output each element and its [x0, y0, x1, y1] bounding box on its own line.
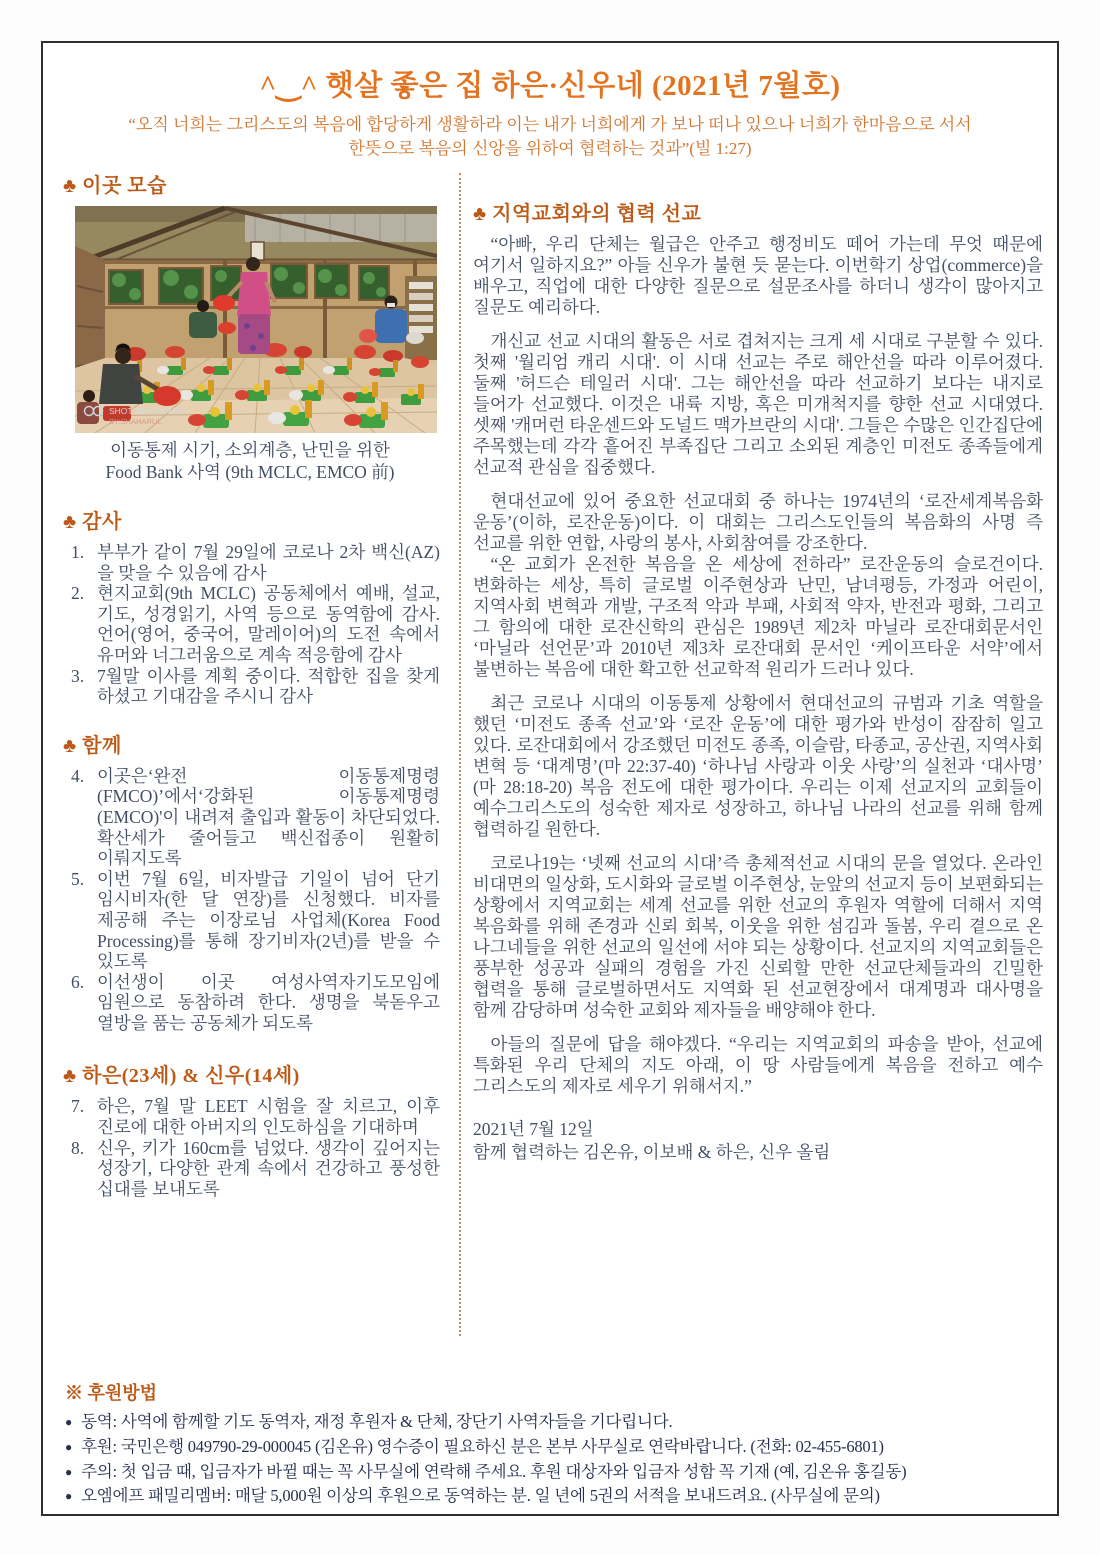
- article-paragraph: “온 교회가 온전한 복음을 온 세상에 전하라” 로잔운동의 슬로건이다. 변화하는 세상, 특히 글로벌 이주현상과 난민, 남녀평등, 가정과 어린이, 지역사회 변혁과 개발, 구조적 악과 부패, 사회적 약자, 반전과 평화, 그리고 그 함의에 대한 로잔신학의 관심은 1989년 제2차 마닐라 로잔대회문서인 ‘마닐라 선언문’과 2010년 제3차 로잔대회 문서인 ‘케이프타운 서약’에서 불변하는 복음에 대한 확고한 선교학적 원리가 드러나 있다.: [473, 554, 1043, 679]
- list-item: 1. 부부가 같이 7월 29일에 코로나 2차 백신(AZ)을 맞을 수 있음에 감사: [71, 542, 440, 583]
- food-bank-photo: [75, 206, 437, 433]
- photo-caption-line-1: 이동통제 시기, 소외계층, 난민을 위한: [110, 440, 390, 460]
- support-line: ● 오엠에프 패밀리멤버: 매달 5,000원 이상의 후원으로 동역하는 분. 일 년에 5권의 서적을 보내드려요. (사무실에 문의): [65, 1484, 1050, 1509]
- article-paragraph: 코로나19는 ‘넷째 선교의 시대’즉 총체적선교 시대의 문을 열었다. 온라인 비대면의 일상화, 도시화와 글로벌 이주현상, 눈앞의 선교지 등이 보편화되는 상황에서 지역교회는 세계 선교를 위한 선교의 후원자 역할에 더해서 지역 복음화를 위해 존경과 신뢰 회복, 이웃을 위한 섬김과 돌봄, 우리 곁으로 온 나그네들을 위한 선교의 일선에 서야 되는 상황이다. 선교지의 지역교회들은 풍부한 성공과 실패의 경험을 가진 신뢰할 만한 선교단체들과의 긴밀한 협력을 통해 글로벌하면서도 지역화 된 선교현장에서 대계명과 대사명을 함께 감당하며 성숙한 교회와 제자들을 배양해야 한다.: [473, 853, 1043, 1020]
- support-line: ● 동역: 사역에 함께할 기도 동역자, 재정 후원자 & 단체, 장단기 사역자들을 기다립니다.: [65, 1410, 1050, 1435]
- together-list: [71, 766, 440, 1034]
- section-heading-together: ♣ 함께: [63, 734, 122, 757]
- article-paragraph: 아들의 질문에 답을 해야겠다. “우리는 지역교회의 파송을 받아, 선교에 특화된 우리 단체의 지도 아래, 이 땅 사람들에게 복음을 전하고 예수 그리스도의 제자로 세우기 위해서지.”: [473, 1034, 1043, 1096]
- photo-caption: [69, 439, 431, 483]
- photo-caption-line-2: Food Bank 사역 (9th MCLC, EMCO 前): [105, 462, 395, 482]
- section-heading-mission: ♣ 지역교회와의 협력 선교: [473, 203, 702, 225]
- children-list: [71, 1096, 440, 1199]
- support-line: ● 주의: 첫 입금 때, 입금자가 바뀔 때는 꼭 사무실에 연락해 주세요. 후원 대상자와 입금자 성함 꼭 기재 (예, 김온유 홍길동): [65, 1460, 1050, 1485]
- section-heading-photos: ♣ 이곳 모습: [63, 175, 167, 197]
- support-heading: ※ 후원방법: [65, 1383, 158, 1403]
- right-column: [473, 197, 1043, 1164]
- support-line: ● 후원: 국민은행 049790-29-000045 (김온유) 영수증이 필요하신 분은 본부 사무실로 연락바랍니다. (전화: 02-455-6801): [65, 1435, 1050, 1460]
- list-item: 5. 이번 7월 6일, 비자발급 기일이 넘어 단기 임시비자(한 달 연장)를 신청했다. 비자를 제공해 주는 이장로님 사업체(Korea Food Processing)를 통해 장기비자(2년)를 받을 수 있도록: [71, 868, 440, 972]
- clover-icon: ♣: [63, 511, 77, 533]
- bullet-icon: ●: [65, 1489, 73, 1504]
- list-item: 4. 이곳은‘완전 이동통제명령(FMCO)’에서‘강화된 이동통제명령(EMCO)'이 내려져 출입과 활동이 차단되었다. 확산세가 줄어들고 백신접종이 원활히 이뤄지도록: [71, 765, 440, 869]
- newsletter-header: [43, 63, 1057, 161]
- left-column: [63, 169, 440, 1199]
- article-paragraph: 개신교 선교 시대의 활동은 서로 겹쳐지는 크게 세 시대로 구분할 수 있다. 첫째 '월리엄 캐리 시대'. 이 시대 선교는 주로 해안선을 따라 이루어졌다. 둘째 '허드슨 테일러 시대'. 그는 해안선을 따라 선교하기 보다는 내지로 들어가 선교했다. 이것은 내륙 지방, 혹은 미개척지를 향한 선교 시대였다. 셋째 '캐머런 타운센드와 도널드 맥가브란의 시대'. 그들은 수많은 인간집단에 주목했는데 각각 흩어진 부족집단 그리고 소외된 계층인 미전도 종족들에게 선교적 관심을 집중했다.: [473, 331, 1043, 477]
- page-title: ^‿^ 햇살 좋은 집 하은·신우네 (2021년 7월호): [259, 70, 841, 102]
- reference-mark-icon: ※: [65, 1383, 83, 1403]
- article-paragraph: 최근 코로나 시대의 이동통제 상황에서 현대선교의 규범과 기초 역할을 했던 ‘미전도 종족 선교’와 ‘로잔 운동’에 대한 평가와 반성이 잠잠히 일고 있다. 로잔대회에서 강조했던 미전도 종족, 이슬람, 타종교, 공산권, 지역사회 변혁 등 ‘대계명’(마 22:37-40) ‘하나님 사랑과 이웃 사랑’의 실천과 ‘대사명’ (마 28:18-20) 복음 전도에 대한 평가이다. 우리는 이제 선교지의 교회들이 예수그리스도의 성숙한 제자로 성장하고, 하나님 나라의 선교를 위해 함께 협력하길 원한다.: [473, 693, 1043, 839]
- thanks-list: [71, 542, 440, 707]
- bullet-icon: ●: [65, 1464, 73, 1479]
- list-item: 7. 하은, 7월 말 LEET 시험을 잘 치르고, 이후 진로에 대한 아버지의 인도하심을 기대하며: [71, 1096, 440, 1138]
- signature-line: 함께 협력하는 김온유, 이보배 & 하은, 신우 올림: [473, 1142, 831, 1162]
- scripture-line-2: 한뜻으로 복음의 신앙을 위하여 협력하는 것과”(빌 1:27): [348, 139, 752, 158]
- bullet-icon: ●: [65, 1415, 73, 1429]
- newsletter-page: [41, 41, 1059, 1516]
- article-paragraph: 현대선교에 있어 중요한 선교대회 중 하나는 1974년의 ‘로잔세계복음화 운동’(이하, 로잔운동)이다. 이 대회는 그리스도인들의 복음화의 사명 즉 선교를 위한 연합, 사랑의 봉사, 사회참여를 강조한다.: [473, 491, 1043, 553]
- closing-block: [473, 1118, 1043, 1164]
- clover-icon: ♣: [63, 734, 77, 757]
- scripture-quote: [43, 113, 1057, 161]
- column-divider: [459, 173, 461, 1336]
- list-item: 8. 신우, 키가 160cm를 넘었다. 생각이 깊어지는 성장기, 다양한 관계 속에서 건강하고 풍성한 십대를 보내도록: [71, 1137, 440, 1199]
- clover-icon: ♣: [63, 175, 77, 197]
- svg-text:BY:SHAHARUL: BY:SHAHARUL: [109, 417, 162, 426]
- list-item: 3. 7월말 이사를 계획 중이다. 적합한 집을 찾게 하셨고 기대감을 주시니 감사: [71, 665, 440, 707]
- list-item: 2. 현지교회(9th MCLC) 공동체에서 예배, 설교, 기도, 성경읽기, 사역 등으로 동역함에 감사. 언어(영어, 중국어, 말레이어)의 도전 속에서 유머와 너그러움으로 계속 적응함에 감사: [71, 583, 440, 665]
- bullet-icon: ●: [65, 1439, 73, 1454]
- article-paragraph: “아빠, 우리 단체는 월급은 안주고 행정비도 떼어 가는데 무엇 때문에 여기서 일하지요?” 아들 신우가 불현 듯 묻는다. 이번학기 상업(commerce)을 배우고, 직업에 대한 다양한 질문으로 설문조사를 하더니 생각이 많아지고 질문도 예리하다.: [473, 234, 1043, 317]
- section-heading-children: ♣ 하은(23세) & 신우(14세): [63, 1065, 300, 1088]
- clover-icon: ♣: [63, 1065, 77, 1088]
- list-item: 6. 이선생이 이곳 여성사역자기도모임에 임원으로 동참하려 한다. 생명을 북돋우고 열방을 품는 공동체가 되도록: [71, 971, 440, 1033]
- scripture-line-1: “오직 너희는 그리스도의 복음에 합당하게 생활하라 이는 내가 너희에게 가 보나 떠나 있으나 너희가 한마음으로 서서: [128, 115, 972, 134]
- date-line: 2021년 7월 12일: [473, 1119, 594, 1139]
- support-section: [65, 1379, 1050, 1509]
- clover-icon: ♣: [473, 203, 487, 225]
- section-heading-thanks: ♣ 감사: [63, 511, 122, 533]
- svg-text:SHOT ON REDMI 9: SHOT ON REDMI 9: [109, 406, 185, 416]
